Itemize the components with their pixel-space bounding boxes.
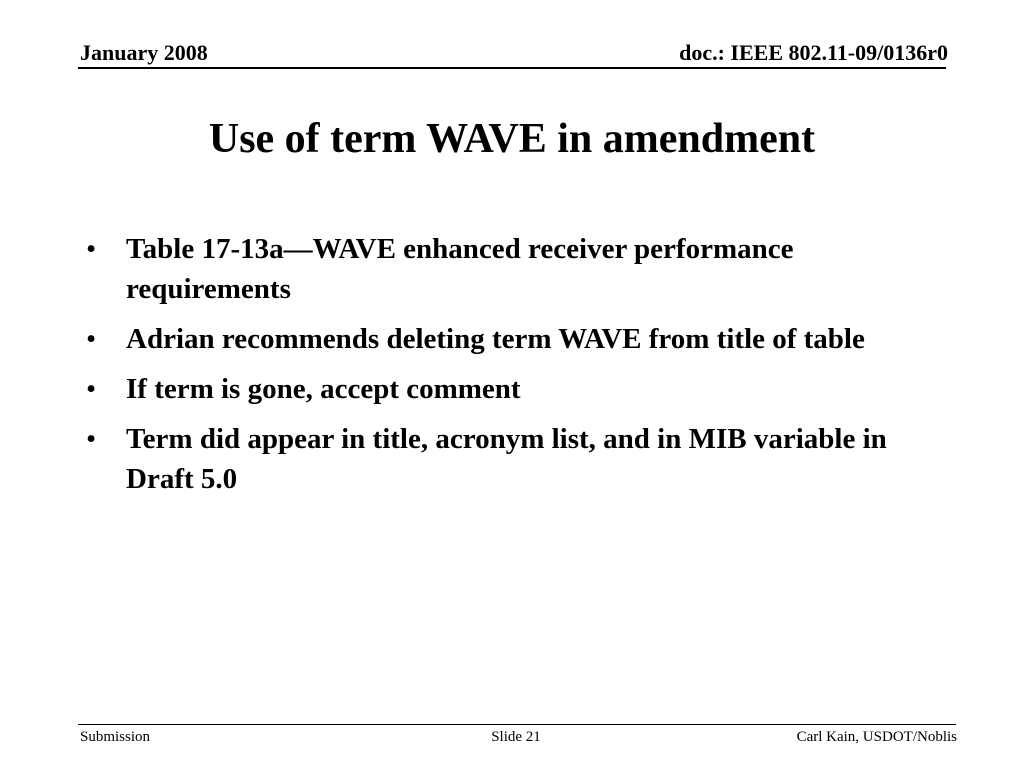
bullet-list: [86, 229, 946, 509]
bullet-marker: •: [86, 423, 97, 455]
bullet-text: Adrian recommends deleting term WAVE from title of table: [126, 323, 865, 355]
bullet-marker: •: [86, 233, 97, 265]
header-divider: [78, 67, 946, 69]
bullet-item: [86, 319, 946, 359]
footer-slide-number: Slide 21: [491, 729, 541, 745]
bullet-item: [86, 419, 946, 499]
bullet-text: Term did appear in title, acronym list, and in MIB variable in Draft 5.0: [126, 423, 887, 495]
footer-submission: Submission: [80, 729, 151, 745]
bullet-marker: •: [86, 323, 97, 355]
header-doc-id: doc.: IEEE 802.11-09/0136r0: [679, 40, 948, 65]
footer-author: Carl Kain, USDOT/Noblis: [796, 729, 957, 745]
bullet-text: Table 17-13a—WAVE enhanced receiver performance requirements: [126, 233, 794, 305]
slide-title: Use of term WAVE in amendment: [208, 116, 816, 162]
bullet-item: [86, 229, 946, 309]
bullet-item: [86, 369, 946, 409]
bullet-text: If term is gone, accept comment: [126, 373, 521, 405]
header-date: January 2008: [80, 40, 208, 65]
bullet-marker: •: [86, 373, 97, 405]
footer-divider: [78, 724, 956, 725]
